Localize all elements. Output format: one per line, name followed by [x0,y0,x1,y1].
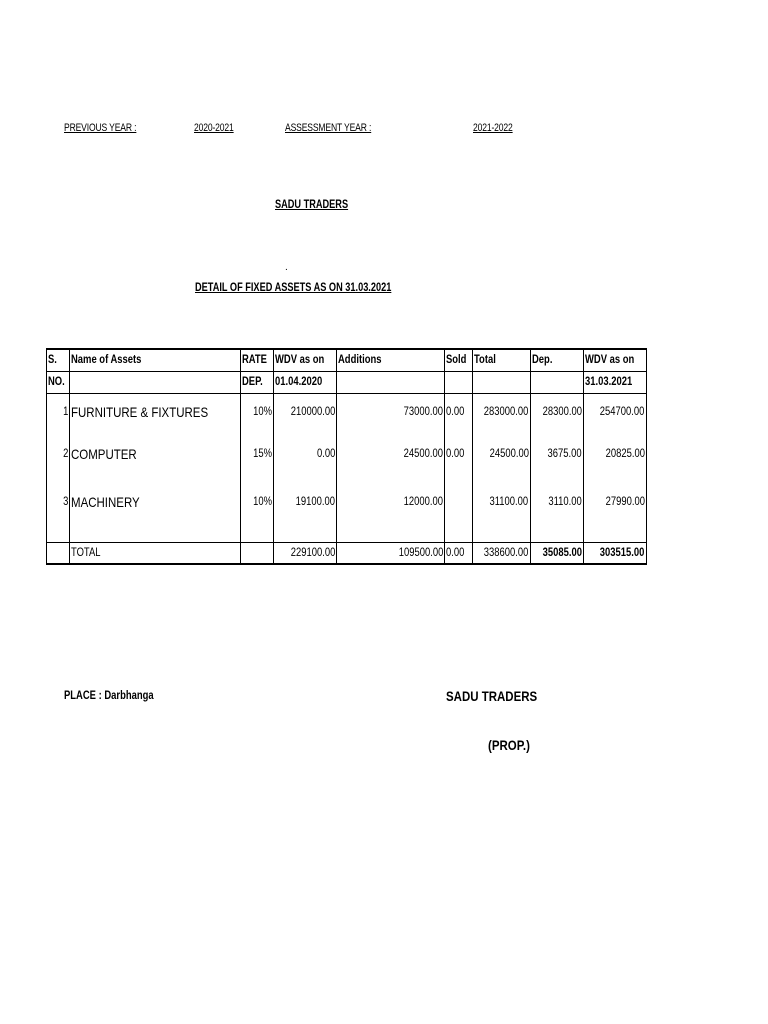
header-dep: Dep. [530,349,583,372]
table-header-row-1 [47,349,647,372]
header-dep-rate: DEP. [240,372,273,394]
row-total: 24500.00 [473,430,530,478]
row-wdv-open: 19100.00 [274,478,337,526]
total-label: TOTAL [70,543,240,565]
row-sno: 2 [47,430,70,478]
row-sno: 3 [47,478,70,526]
assessment-year-value: 2021-2022 [473,122,513,134]
row-wdv-open: 210000.00 [274,394,337,431]
table-row [47,478,647,526]
table-row [47,430,647,478]
header-total: Total [473,349,530,372]
row-additions: 12000.00 [337,478,445,526]
row-dep: 3110.00 [530,478,583,526]
total-total: 338600.00 [473,543,530,565]
dot-mark: . [285,262,288,273]
row-sold [445,478,473,526]
header-no: NO. [47,372,70,394]
document-title: DETAIL OF FIXED ASSETS AS ON 31.03.2021 [195,282,392,294]
fixed-assets-table [46,348,647,565]
previous-year-value: 2020-2021 [194,122,234,134]
header-rate: RATE [240,349,273,372]
row-rate: 10% [240,394,273,431]
header-wdv-open: WDV as on [274,349,337,372]
row-total: 283000.00 [473,394,530,431]
table-row [47,394,647,431]
row-sno: 1 [47,394,70,431]
row-sold: 0.00 [445,394,473,431]
header-sno: S. [47,349,70,372]
header-name: Name of Assets [70,349,240,372]
total-sold: 0.00 [445,543,473,565]
assessment-year-label: ASSESSMENT YEAR : [285,122,372,134]
row-rate: 10% [240,478,273,526]
row-name: FURNITURE & FIXTURES [70,394,240,431]
total-dep: 35085.00 [530,543,583,565]
row-additions: 73000.00 [337,394,445,431]
row-dep: 28300.00 [530,394,583,431]
company-name: SADU TRADERS [275,199,349,211]
total-wdv-close: 303515.00 [583,543,646,565]
row-sold: 0.00 [445,430,473,478]
row-name: MACHINERY [70,478,240,526]
header-wdv-open-date: 01.04.2020 [274,372,337,394]
header-sold: Sold [445,349,473,372]
row-wdv-close: 20825.00 [583,430,646,478]
table-header-row-2 [47,372,647,394]
signatory-role: (PROP.) [488,737,530,753]
previous-year-label: PREVIOUS YEAR : [64,122,137,134]
signatory-name: SADU TRADERS [446,688,538,704]
row-wdv-close: 27990.00 [583,478,646,526]
total-wdv-open: 229100.00 [274,543,337,565]
row-dep: 3675.00 [530,430,583,478]
row-wdv-close: 254700.00 [583,394,646,431]
place-text: PLACE : Darbhanga [64,690,154,702]
row-name: COMPUTER [70,430,240,478]
row-total: 31100.00 [473,478,530,526]
total-additions: 109500.00 [337,543,445,565]
header-blank [70,372,240,394]
row-wdv-open: 0.00 [274,430,337,478]
row-additions: 24500.00 [337,430,445,478]
header-additions: Additions [337,349,445,372]
row-rate: 15% [240,430,273,478]
table-total-row [47,543,647,565]
header-wdv-close-date: 31.03.2021 [583,372,646,394]
header-wdv-close: WDV as on [583,349,646,372]
